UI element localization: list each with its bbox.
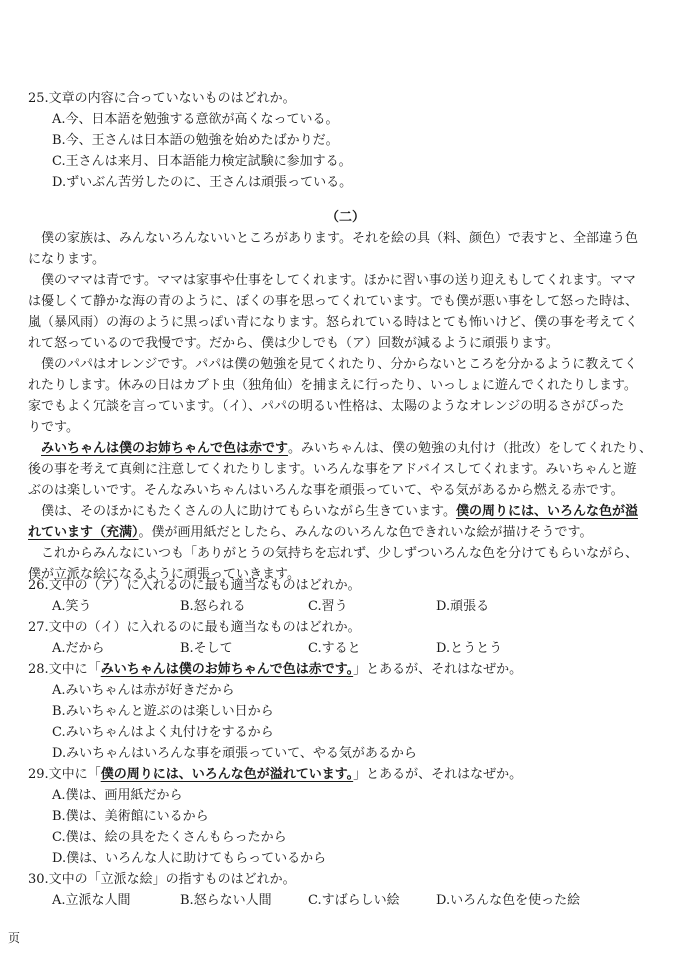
question-28-option-d: D.みいちゃんはいろんな事を頑張っていて、やる気があるから: [52, 746, 417, 761]
question-30-option-c: C.すばらしい絵: [308, 893, 400, 908]
question-26-option-a: A.笑う: [52, 599, 92, 614]
passage-line: [28, 438, 673, 459]
question-29-option-c: C.僕は、絵の具をたくさんもらったから: [52, 830, 287, 845]
passage-line: れて怒っているので我慢です。だから、僕は少しでも（ア）回数が減るように頑張ります。: [28, 336, 559, 351]
question-30-option-b: B.怒らない人間: [180, 893, 272, 908]
question-27-option-b: B.そして: [180, 641, 233, 656]
passage-line: 僕のパパはオレンジです。パパは僕の勉強を見てくれたり、分からないところを分かるように教えてく: [41, 357, 638, 372]
question-25-option-d: D.ずいぶん苦労したのに、王さんは頑張っている。: [52, 175, 353, 190]
question-30-stem: 30.文中の「立派な絵」の指すものはどれか。: [28, 872, 296, 887]
question-27-option-d: D.とうとう: [436, 641, 503, 656]
question-26-option-b: B.怒られる: [180, 599, 246, 614]
passage-line: れたりします。休みの日はカブト虫（独角仙）を捕まえに行ったり、いっしょに遊んでくれたりします。: [28, 378, 637, 393]
question-28-option-a: A.みいちゃんは赤が好きだから: [52, 683, 235, 698]
passage-line: ぶのは楽しいです。そんなみいちゃんはいろんな事を頑張っていて、やる気があるから燃える赤です。: [28, 483, 624, 498]
question-27-option-a: A.だから: [52, 641, 105, 656]
question-29-option-d: D.僕は、いろんな人に助けてもらっているから: [52, 851, 327, 866]
question-25-stem: 25.文章の内容に合っていないものはどれか。: [28, 91, 296, 106]
passage-line: 後の事を考えて真剣に注意してくれたりします。いろんな事をアドバイスしてくれます。みいちゃんと遊: [28, 462, 637, 477]
passage-line: は優しくて静かな海の青のように、ぼくの事を思ってくれています。でも僕が悪い事をして怒った時は、: [28, 294, 638, 309]
underlined-phrase-colors-cont: れています（充满）: [28, 525, 139, 540]
passage-text: 僕は、そのほかにもたくさんの人に助けてもらいながら生きています。: [41, 504, 456, 519]
passage-line: 僕が立派な絵になるように頑張っていきます。: [28, 567, 300, 582]
passage-line: りです。: [28, 420, 79, 435]
question-25-option-a: A.今、日本語を勉強する意欲が高くなっている。: [52, 112, 339, 127]
question-27-stem: 27.文中の（イ）に入れるのに最も適当なものはどれか。: [28, 620, 361, 635]
passage-text: 。みいちゃんは、僕の勉強の丸付け（批改）をしてくれたり、: [288, 441, 653, 456]
underlined-phrase-colors: 僕の周りには、いろんな色が溢: [455, 504, 638, 519]
question-26-stem: 26.文中の（ア）に入れるのに最も適当なものはどれか。: [28, 578, 361, 593]
question-27-options: [52, 638, 652, 659]
question-29-prefix: 29.文中に「: [28, 767, 101, 782]
question-28-option-c: C.みいちゃんはよく丸付けをするから: [52, 725, 274, 740]
passage-line: [28, 522, 660, 543]
passage-line: [28, 501, 673, 522]
question-29-suffix: 」とあるが、それはなぜか。: [353, 767, 523, 782]
question-25-option-b: B.今、王さんは日本語の勉強を始めたばかりだ。: [52, 133, 339, 148]
question-26-option-d: D.頑張る: [436, 599, 490, 614]
question-27-option-c: C.すると: [308, 641, 361, 656]
question-28-option-b: B.みいちゃんと遊ぶのは楽しい日から: [52, 704, 274, 719]
question-28-stem: [28, 659, 522, 680]
passage-line: 僕のママは青です。ママは家事や仕事をしてくれます。ほかに習い事の送り迎えもしてくれます。ママ: [41, 273, 636, 288]
question-28-suffix: 」とあるが、それはなぜか。: [353, 662, 523, 677]
question-28-quote: みいちゃんは僕のお姉ちゃんで色は赤です。: [100, 662, 354, 677]
question-26-options: [52, 596, 652, 617]
passage-line: 嵐（暴风雨）の海のように黒っぽい青になります。怒られている時はとても怖いけど、僕の事を考えてく: [28, 315, 638, 330]
passage-text: 。僕が画用紙だとしたら、みんなのいろんな色できれいな絵が描けそうです。: [138, 525, 593, 540]
section-title: （二）: [325, 210, 365, 225]
question-29-option-a: A.僕は、画用紙だから: [52, 788, 183, 803]
question-30-options: [52, 890, 652, 911]
question-29-option-b: B.僕は、美術館にいるから: [52, 809, 209, 824]
passage-line: これからみんなにいつも「ありがとうの気持ちを忘れず、少しずついろんな色を分けてもらいながら、: [41, 546, 638, 561]
passage-line: になります。: [28, 252, 105, 267]
question-30-option-a: A.立派な人間: [52, 893, 131, 908]
question-26-option-c: C.習う: [308, 599, 348, 614]
underlined-phrase-red: みいちゃんは僕のお姉ちゃんで色は赤です: [41, 441, 289, 456]
question-28-prefix: 28.文中に「: [28, 662, 101, 677]
question-25-option-c: C.王さんは来月、日本語能力検定試験に参加する。: [52, 154, 352, 169]
question-29-stem: [28, 764, 522, 785]
question-29-quote: 僕の周りには、いろんな色が溢れています。: [100, 767, 354, 782]
question-30-option-d: D.いろんな色を使った絵: [436, 893, 581, 908]
page-footer: 页: [8, 931, 21, 945]
passage-line: 家でもよく冗談を言っています。（イ）、パパの明るい性格は、太陽のようなオレンジの明るさがぴった: [28, 399, 625, 414]
passage-line: 僕の家族は、みんないろんないいところがあります。それを絵の具（料、颜色）で表すと、全部違う色: [41, 231, 638, 246]
